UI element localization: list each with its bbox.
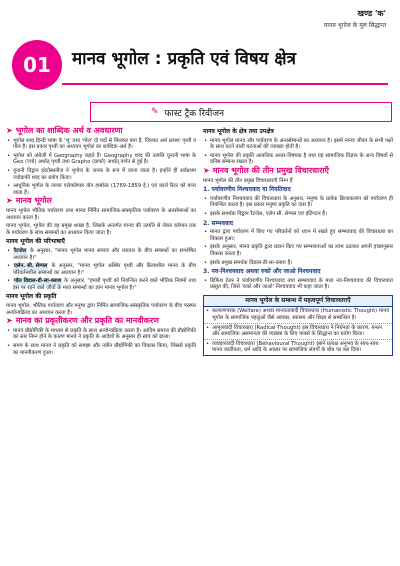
paragraph: • भूगोल को अंग्रेजी में Geography कहते हैं। Geography शब्द की उत्पत्ति यूनानी भाषा के Geo (ज्यो) अर्थात् पृथ्वी तथा Grapho (ग्राफो) अर्थात् वर्णन से हुई है। bbox=[6, 153, 196, 166]
subheading-possibilism: 2. सम्भववाद bbox=[203, 219, 234, 227]
pen-icon: ✎ bbox=[151, 107, 159, 117]
chapter-number: 01 bbox=[12, 40, 62, 90]
paragraph: • भूगोल शब्द हिन्दी भाषा के 'भू' तथा 'गोल' दो पदों से मिलकर बना है, जिनका अर्थ क्रमशः पृथ्वी व गोल है। इस प्रकार पृथ्वी का अध्ययन भूगोल का शाब्दिक अर्थ है। bbox=[6, 138, 196, 151]
table-row: • व्यवहारवादी विचारधारा (Behavioural Thought) इसने प्रत्यक्ष अनुभव के साथ-साथ मानव जातीयता, धर्म आदि के आधार पर सामाजिक संवर्गों के बोध पर बल दिया। bbox=[204, 340, 392, 355]
definition-item: • पॉल विडाल-डी-ला-ब्लाश के अनुसार, "हमारी पृथ्वी को नियन्त्रित करने वाले भौतिक नियमों तथा इस पर रहने वाले जीवों के मध्य सम्बन्धों का ज्ञान मानव भूगोल है।" bbox=[6, 278, 196, 291]
heading-nature: मानव भूगोल की प्रकृति bbox=[6, 293, 57, 301]
table-title: मानव भूगोल के सम्बन्ध में महत्वपूर्ण विचारधाराएँ bbox=[204, 296, 392, 308]
paragraph: • मानव भूगोल की प्रकृति अत्यधिक अन्तर-विषयक है तथा यह सामाजिक विज्ञान के अन्य विषयों से घनिष्ठ सम्बन्ध रखता है। bbox=[203, 153, 393, 166]
revision-title: फास्ट ट्रैक रिवीजन bbox=[164, 108, 225, 119]
subheading-determinism: 1. पर्यावरणीय निश्चयवाद या नियतिवाद bbox=[203, 186, 291, 194]
paragraph: • इसके अनुसार, मानव प्रकृति द्वारा प्रदान किए गए सम्भावनाओं का लाभ उठाकर अपनी इच्छानुसार विकास करता है। bbox=[203, 244, 393, 257]
heading-schools-of-thought: ➤ मानव भूगोल की तीन प्रमुख विचारधाराएँ bbox=[203, 165, 329, 175]
paragraph: मानव भूगोल, भूगोल की वह प्रमुख शाखा है, जिसके अन्तर्गत मानव की उत्पत्ति से लेकर वर्तमान तक के पर्यावरण के साथ सम्बन्धों का अध्ययन किया जाता है। bbox=[6, 223, 196, 236]
arrow-icon: ➤ bbox=[6, 316, 13, 326]
section-subtitle: मानव भूगोल के मूल सिद्धान्त bbox=[323, 22, 386, 29]
thoughts-table bbox=[203, 295, 393, 356]
heading-meaning: ➤ भूगोल का शाब्दिक अर्थ व अवधारणा bbox=[6, 126, 123, 135]
right-column bbox=[203, 126, 393, 356]
paragraph: • इसके समर्थक विद्वान रैटजेल, एलेन सी. सेम्पल एवं हंटिंगटन हैं। bbox=[203, 211, 393, 218]
section-label: खण्ड 'क' bbox=[357, 9, 386, 18]
arrow-icon: ➤ bbox=[6, 196, 13, 206]
paragraph: • यूनानी विद्वान इरेटोस्थनीज ने भूगोल के जनक के रूप में जाना जाता है। इन्होंने ही सर्वप्रथम ज्योग्राफी शब्द का प्रयोग किया। bbox=[6, 168, 196, 181]
left-column bbox=[6, 126, 196, 358]
heading-naturalisation: ➤ मानव का प्रकृतीकरण और प्रकृति का मानवीकरण bbox=[6, 316, 159, 326]
heading-fields: मानव भूगोल के क्षेत्र तथा उपक्षेत्र bbox=[203, 128, 274, 135]
author-name: पॉल विडाल-डी-ला-ब्लाश bbox=[14, 278, 62, 285]
paragraph: • आधुनिक भूगोल के जनक एलेक्जेण्डर वॉन हम्बोल्ट (1769-1859 ई.) एवं कार्ल रिटर को माना जाता है। bbox=[6, 183, 196, 196]
heading-human-geography: ➤ मानव भूगोल bbox=[6, 196, 52, 206]
table-row: • कल्याणपरक (Welfare) अथवा मानवतावादी विचारधारा (Humanistic Thought) मानव भूगोल के सामाजिक पहलुओं जैसे आवास, स्वास्थ्य और शिक्षा से सम्बन्धित है। bbox=[204, 307, 392, 323]
paragraph: • मानव द्वारा पर्यावरण में किए गए परिवर्तनों को ध्यान में रखते हुए सम्भववाद की विचारधारा का विकास हुआ। bbox=[203, 229, 393, 242]
definition-item: • एलेन. सी. सेम्पल के अनुसार, "मानव भूगोल अस्थिर पृथ्वी और क्रियाशील मानव के बीच परिवर्तनशील सम्बन्धों का अध्ययन है।" bbox=[6, 263, 196, 276]
paragraph: मानव भूगोल भौतिक पर्यावरण तथा मानव निर्मित सामाजिक-सांस्कृतिक पर्यावरण के अंतर्सम्बन्धों का अध्ययन करता है। bbox=[6, 207, 196, 221]
paragraph: मानव भूगोल की तीन प्रमुख विचारधाराएँ निम्न हैं bbox=[203, 177, 293, 184]
paragraph: • इसके प्रमुख समर्थक विडाल-डी-ला-ब्लाश हैं। bbox=[203, 260, 393, 267]
section-header bbox=[324, 8, 386, 29]
paragraph: • पर्यावरणीय निश्चयवाद की विचारधारा के अनुसार, मनुष्य के प्रत्येक क्रियाकलाप को पर्यावरण ही नियन्त्रित करता है। इस प्रकार मनुष्य प्रकृति का दास है। bbox=[203, 196, 393, 209]
author-name: एलेन. सी. सेम्पल bbox=[14, 263, 48, 270]
table-row: • आमूलवादी विचारधारा (Radical Thought) इस विचारधारा ने निर्धनता के कारण, बन्धन और सामाजिक असमानता की व्याख्या के लिए मार्क्स के सिद्धान्त का प्रयोग किया। bbox=[204, 324, 392, 340]
chapter-header bbox=[0, 40, 400, 92]
chapter-underline bbox=[62, 83, 388, 85]
author-name: रैटजेल bbox=[14, 247, 27, 254]
definition-item: • रैटजेल के अनुसार, "मानव भूगोल मानव समाज और धरातल के बीच सम्बन्धों का संश्लेषित अध्ययन है।" bbox=[6, 248, 196, 261]
arrow-icon: ➤ bbox=[6, 126, 13, 135]
paragraph: मानव भूगोल, भौतिक पर्यावरण और मनुष्य द्वारा निर्मित सामाजिक-सांस्कृतिक पर्यावरण के बीच परस्पर अन्योन्यक्रिया का अध्ययन करता है। bbox=[6, 303, 196, 316]
subheading-neo-determinism: 3. नव-निश्चयवाद अथवा रुको और जाओ निश्चयवाद bbox=[203, 268, 321, 276]
heading-definitions: मानव भूगोल की परिभाषाएँ bbox=[6, 238, 65, 246]
paragraph: • मानव प्रौद्योगिकी के माध्यम से प्रकृति के साथ अन्योन्यक्रिया करता है। आदिम समाज की प्रौद्योगिकी का स्तर निम्न होने के कारण मानव ने प्रकृति के आदेशों के अनुसार ही स्वयं को ढाला। bbox=[6, 328, 196, 341]
paragraph: • ग्रिफिथ टेलर ने पर्यावरणीय निश्चयवाद तथा सम्भववाद के मध्य नव-निश्चयवाद की विचारधारा प्रस्तुत की, जिसे 'रुको और जाओ' निश्चयवाद भी कहा जाता है। bbox=[203, 278, 393, 291]
arrow-icon: ➤ bbox=[203, 165, 210, 175]
chapter-title: मानव भूगोल : प्रकृति एवं विषय क्षेत्र bbox=[72, 49, 297, 69]
paragraph: • मानव भूगोल मानव और पर्यावरण के अन्तर्सम्बन्धों का अध्ययन है। इसमें मानव जीवन के सभी पक्षों के साथ घटने वाली घटनाओं की व्याख्या होती है। bbox=[203, 138, 393, 151]
revision-banner bbox=[90, 102, 392, 122]
paragraph: • समय के साथ मानव ने प्रकृति को समझा और नवीन प्रौद्योगिकी का विकास किया, जिससे प्रकृति का मानवीकरण हुआ। bbox=[6, 343, 196, 356]
